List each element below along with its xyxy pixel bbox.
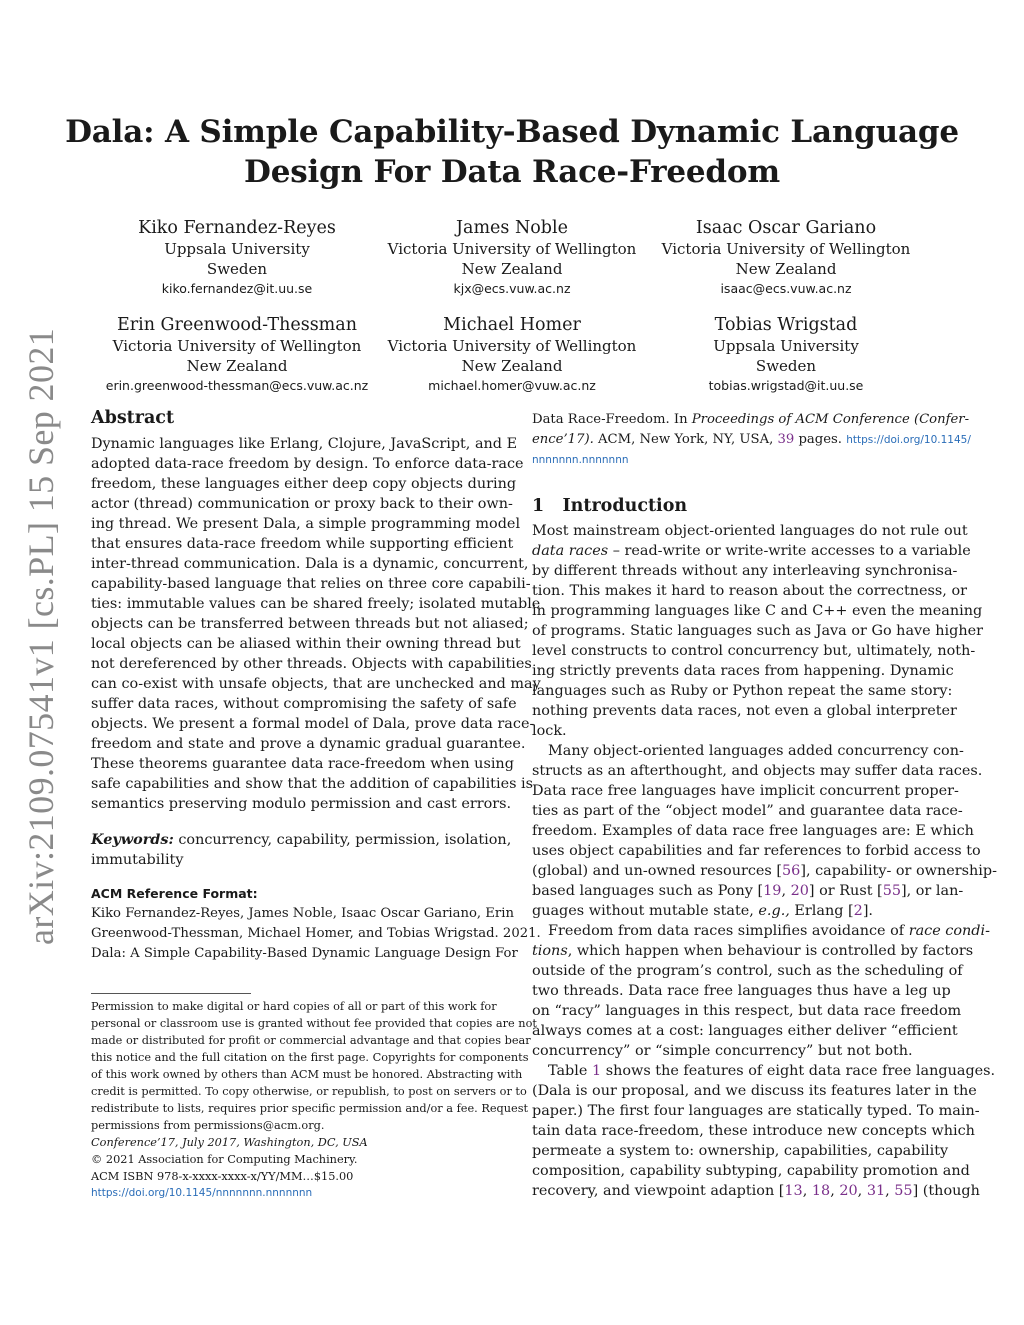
permission-line: permissions from permissions@acm.org. [91,1119,325,1132]
acm-ref-continued [532,410,971,470]
intro-eg: e.g., [758,903,790,919]
intro-text: ] or Rust [ [808,883,883,899]
intro-line: level constructs to control concurrency but, ultimately, noth- [532,643,976,659]
citation-link[interactable]: 55 [894,1183,913,1199]
intro-line: nothing prevents data races, not even a global interpreter [532,703,957,719]
keywords-label: Keywords: [91,831,174,848]
intro-line: ing strictly prevents data races from happening. Dynamic [532,663,954,679]
intro-line: Data race free languages have implicit concurrent proper- [532,783,959,799]
author-country: New Zealand [461,357,563,375]
intro-line: tion. This makes it hard to reason about the correctness, or [532,583,967,599]
conference-line: Conference’17, July 2017, Washington, DC, USA [91,1136,368,1149]
author-affiliation: Uppsala University [164,240,310,258]
permission-block [91,998,537,1202]
left-column [91,407,541,964]
intro-line: on “racy” languages in this respect, but data race freedom [532,1003,962,1019]
author-country: New Zealand [186,357,288,375]
intro-text: Erlang [ [789,903,854,919]
citation-separator: , [830,1183,840,1199]
permission-line: of this work owned by others than ACM must be honored. Abstracting with [91,1068,523,1081]
section-heading [532,495,934,517]
intro-text: shows the features of eight data race free languages. [601,1063,996,1079]
intro-line: uses object capabilities and far references to forbid access to [532,843,981,859]
author-block [87,314,387,396]
permission-line: Permission to make digital or hard copies of all or part of this work for [91,1000,497,1013]
keywords-line-2: immutability [91,852,184,868]
title-line-2: Design For Data Race-Freedom [244,154,780,190]
abstract-line: Dynamic languages like Erlang, Clojure, JavaScript, and E [91,436,518,452]
author-email[interactable]: erin.greenwood-thessman@ecs.vuw.ac.nz [105,378,369,393]
citation-link[interactable]: 31 [866,1183,886,1199]
abstract-line: suffer data races, without compromising the safety of safe [91,696,517,712]
citation-separator: , [781,883,791,899]
intro-line: lock. [532,723,567,739]
citation-link[interactable]: 20 [839,1183,858,1199]
abstract-line: semantics preserving modulo permission and cast errors. [91,796,512,812]
keywords-line-1: concurrency, capability, permission, isolation, [178,832,512,848]
intro-line: in programming languages like C and C++ even the meaning [532,603,983,619]
term-race-conditions-cont: tions [532,943,568,959]
intro-text: ] (though [912,1183,980,1199]
author-country: New Zealand [735,260,837,278]
intro-text: guages without mutable state, [532,903,759,919]
acm-ref-line: Kiko Fernandez-Reyes, James Noble, Isaac Oscar Gariano, Erin [91,906,514,921]
pages-count[interactable]: 39 [777,432,795,447]
intro-line: ties as part of the “object model” and guarantee data race- [532,803,963,819]
abstract-line: capability-based language that relies on three core capabili- [91,576,531,592]
intro-line: two threads. Data race free languages thus have a leg up [532,983,951,999]
author-name: Kiko Fernandez-Reyes [138,218,336,238]
intro-text: Table [548,1063,592,1079]
abstract-line: actor (thread) communication or proxy back to their own- [91,496,513,512]
section-number: 1 [532,496,545,516]
author-affiliation: Victoria University of Wellington [387,337,637,355]
intro-text: , which happen when behaviour is controlled by factors [567,943,974,959]
title-line-1: Dala: A Simple Capability-Based Dynamic Language [65,114,959,150]
author-block [87,217,387,299]
abstract-heading: Abstract [91,408,175,428]
abstract-line: inter-thread communication. Dala is a dynamic, concurrent, [91,556,529,572]
abstract-line: These theorems guarantee data race-freedom when using [91,756,514,772]
author-name: Erin Greenwood-Thessman [116,315,357,335]
arxiv-stamp [0,0,80,1325]
permission-line: personal or classroom use is granted without fee provided that copies are not [91,1017,537,1030]
acm-ref-doi-link-cont[interactable]: nnnnnnn.nnnnnnn [532,454,629,466]
intro-line: always comes at a cost: languages either deliver “efficient [532,1023,958,1039]
author-affiliation: Victoria University of Wellington [387,240,637,258]
author-affiliation: Victoria University of Wellington [112,337,362,355]
intro-line: concurrency” or “simple concurrency” but not both. [532,1043,913,1059]
acm-ref-conference: ence’17). [532,432,594,447]
term-data-races: data races [532,543,609,559]
author-email[interactable]: isaac@ecs.vuw.ac.nz [720,281,852,296]
abstract-line: that ensures data-race freedom while supporting efficient [91,536,514,552]
intro-line: freedom. Examples of data race free languages are: E which [532,823,974,839]
arxiv-id: arXiv:2109.07541v1 [cs.PL] 15 Sep 2021 [21,327,61,945]
abstract-line: adopted data-race freedom by design. To enforce data-race [91,456,524,472]
author-block [362,314,662,396]
author-name: Michael Homer [443,315,581,335]
permission-line: this notice and the full citation on the first page. Copyrights for components [91,1051,529,1064]
acm-ref-publisher: ACM, New York, NY, USA, [593,432,778,447]
acm-ref-doi-link[interactable]: https://doi.org/10.1145/ [846,434,971,446]
author-country: Sweden [206,260,268,278]
acm-ref-cont-text: Data Race-Freedom. In [532,412,692,427]
keywords [91,830,512,870]
abstract-line: can co-exist with unsafe objects, that are unchecked and may [91,676,541,692]
abstract-line: safe capabilities and show that the addition of capabilities is [91,776,534,792]
acm-ref-heading: ACM Reference Format: [91,886,258,901]
author-name: Tobias Wrigstad [714,315,858,335]
citation-separator: , [857,1183,867,1199]
intro-line: paper.) The first four languages are statically typed. To main- [532,1103,980,1119]
citation-link[interactable]: 13 [784,1183,803,1199]
author-affiliation: Uppsala University [713,337,859,355]
citation-link[interactable]: 20 [790,883,809,899]
citation-separator: , [802,1183,812,1199]
author-block [636,314,936,396]
permission-line: credit is permitted. To copy otherwise, or republish, to post on servers or to [91,1085,527,1098]
doi-link[interactable]: https://doi.org/10.1145/nnnnnnn.nnnnnnn [91,1187,313,1199]
author-email[interactable]: kjx@ecs.vuw.ac.nz [453,281,571,296]
abstract-body [91,434,541,814]
author-affiliation: Victoria University of Wellington [661,240,911,258]
abstract-line: objects. We present a formal model of Dala, prove data race- [91,716,535,732]
isbn-line: ACM ISBN 978-x-xxxx-xxxx-x/YY/MM…$15.00 [91,1170,354,1183]
intro-text: recovery, and viewpoint adaption [ [532,1183,785,1199]
citation-link[interactable]: 2 [853,903,863,919]
abstract-line: not dereferenced by other threads. Objects with capabilities [91,656,532,672]
intro-text: ], capability- or ownership- [800,863,997,879]
citation-link[interactable]: 19 [763,883,782,899]
intro-text: based languages such as Pony [ [532,883,764,899]
abstract-line: local objects can be aliased within their owning thread but [91,636,521,652]
author-country: New Zealand [461,260,563,278]
intro-line: permeate a system to: ownership, capabilities, capability [532,1143,949,1159]
acm-ref-line: Greenwood-Thessman, Michael Homer, and Tobias Wrigstad. 2021. [91,926,541,941]
abstract-line: ties: immutable values can be shared freely; isolated mutable [91,596,541,612]
table-ref-link[interactable]: 1 [591,1063,602,1079]
author-name: Isaac Oscar Gariano [695,218,877,238]
intro-line: structs as an afterthought, and objects may suffer data races. [532,763,983,779]
pages-label: pages. [794,432,847,447]
intro-line: Many object-oriented languages added concurrency con- [548,743,964,759]
section-title: Introduction [562,496,688,516]
right-column [532,410,997,1201]
citation-link[interactable]: 55 [882,883,901,899]
author-name: James Noble [456,218,568,238]
term-race-conditions: race condi- [908,923,990,939]
abstract-line: freedom and state and prove a dynamic gradual guarantee. [91,736,526,752]
intro-line: composition, capability subtyping, capability promotion and [532,1163,970,1179]
citation-separator: , [885,1183,895,1199]
intro-line: by different threads without any interleaving synchronisa- [532,563,958,579]
acm-ref-proceedings: Proceedings of ACM Conference (Confer- [691,412,970,427]
intro-body [532,521,997,1201]
citation-link[interactable]: 56 [782,863,801,879]
intro-line: outside of the program’s control, such as the scheduling of [532,963,963,979]
citation-link[interactable]: 18 [811,1183,831,1199]
intro-line: of programs. Static languages such as Java or Go have higher [532,623,984,639]
author-email[interactable]: michael.homer@vuw.ac.nz [428,378,596,393]
intro-text: ], or lan- [901,883,964,899]
paper-title [0,112,1024,192]
intro-line: tain data race-freedom, these introduce new concepts which [532,1123,975,1139]
intro-line: – read-write or write-write accesses to a variable [608,543,971,559]
intro-text: Freedom from data races simplifies avoidance of [548,923,909,939]
author-block [362,217,662,299]
author-email[interactable]: kiko.fernandez@it.uu.se [161,281,313,296]
permission-line: redistribute to lists, requires prior specific permission and/or a fee. Request [91,1102,529,1115]
footnote-rule [91,993,251,994]
intro-text: ]. [862,903,874,919]
intro-line: Most mainstream object-oriented languages do not rule out [532,523,968,539]
permission-line: made or distributed for profit or commercial advantage and that copies bear [91,1034,531,1047]
author-email[interactable]: tobias.wrigstad@it.uu.se [708,378,864,393]
author-block [636,217,936,299]
acm-ref-line: Dala: A Simple Capability-Based Dynamic Language Design For [91,946,518,961]
abstract-line: ing thread. We present Dala, a simple programming model [91,516,521,532]
abstract-line: freedom, these languages either deep copy objects during [91,476,517,492]
intro-line: languages such as Ruby or Python repeat the same story: [532,683,953,699]
copyright-line: © 2021 Association for Computing Machinery. [91,1153,358,1166]
intro-text: (global) and un-owned resources [ [532,863,783,879]
intro-line: (Dala is our proposal, and we discuss its features later in the [532,1083,977,1099]
abstract-line: objects can be transferred between threads but not aliased; [91,616,529,632]
author-country: Sweden [755,357,817,375]
acm-reference [91,884,541,964]
